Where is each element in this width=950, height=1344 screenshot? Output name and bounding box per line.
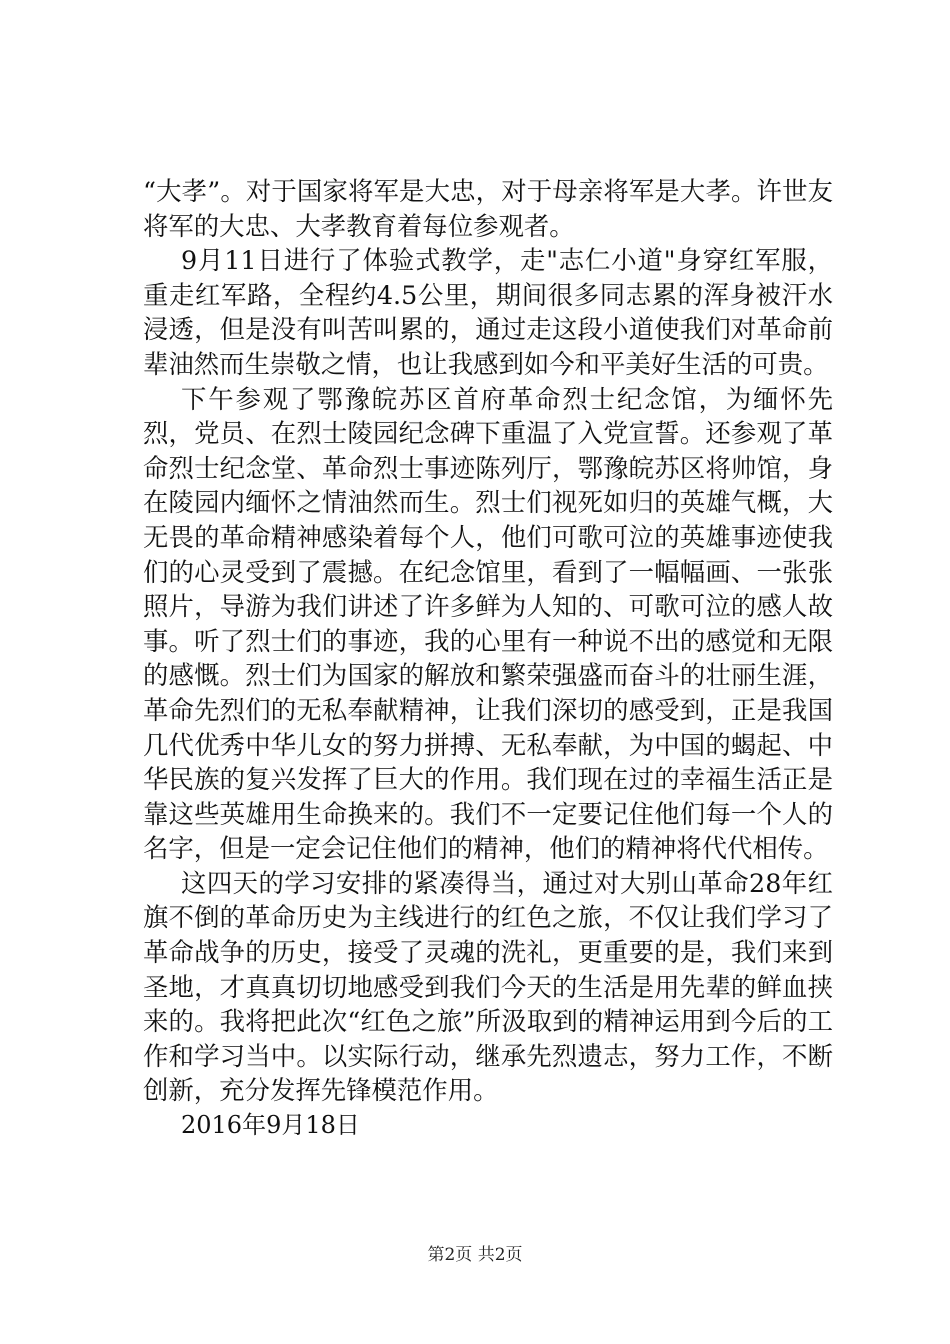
paragraph-3: 下午参观了鄂豫皖苏区首府革命烈士纪念馆，为缅怀先烈，党员、在烈士陵园纪念碑下重温了入党宣誓。还参观了革命烈士纪念堂、革命烈士事迹陈列厅，鄂豫皖苏区将帅馆，身在陵园内缅怀之情油然而生。烈士们视死如归的英雄气概，大无畏的革命精神感染着每个人，他们可歌可泣的英雄事迹使我们的心灵受到了震撼。在纪念馆里，看到了一幅幅画、一张张照片，导游为我们讲述了许多鲜为人知的、可歌可泣的感人故事。听了烈士们的事迹，我的心里有一种说不出的感觉和无限的感慨。烈士们为国家的解放和繁荣强盛而奋斗的壮丽生涯，革命先烈们的无私奉献精神，让我们深切的感受到，正是我国几代优秀中华儿女的努力拼搏、无私奉献，为中国的蝎起、中华民族的复兴发挥了巨大的作用。我们现在过的幸福生活正是靠这些英雄用生命换来的。我们不一定要记住他们每一个人的名字，但是一定会记住他们的精神，他们的精神将代代相传。 [143, 383, 833, 864]
document-date: 2016年9月18日 [181, 1111, 360, 1140]
document-body [143, 174, 833, 1143]
paragraph-1: “大孝”。对于国家将军是大忠，对于母亲将军是大孝。许世友将军的大忠、大孝教育着每位参观者。 [143, 176, 833, 241]
paragraph-2: 9月11日进行了体验式教学，走"志仁小道"身穿红军服，重走红军路，全程约4.5公里，期间很多同志累的浑身被汗水浸透，但是没有叫苦叫累的，通过走这段小道使我们对革命前辈油然而生崇敬之情，也让我感到如今和平美好生活的可贵。 [143, 245, 833, 379]
page-footer: 第2页 共2页 [427, 1245, 523, 1265]
paragraph-4: 这四天的学习安排的紧凑得当，通过对大别山革命28年红旗不倒的革命历史为主线进行的红色之旅，不仅让我们学习了革命战争的历史，接受了灵魂的洗礼，更重要的是，我们来到圣地，才真真切切地感受到我们今天的生活是用先辈的鲜血挟来的。我将把此次“红色之旅”所汲取到的精神运用到今后的工作和学习当中。以实际行动，继承先烈遗志，努力工作，不断创新，充分发挥先锋模范作用。 [143, 867, 833, 1106]
